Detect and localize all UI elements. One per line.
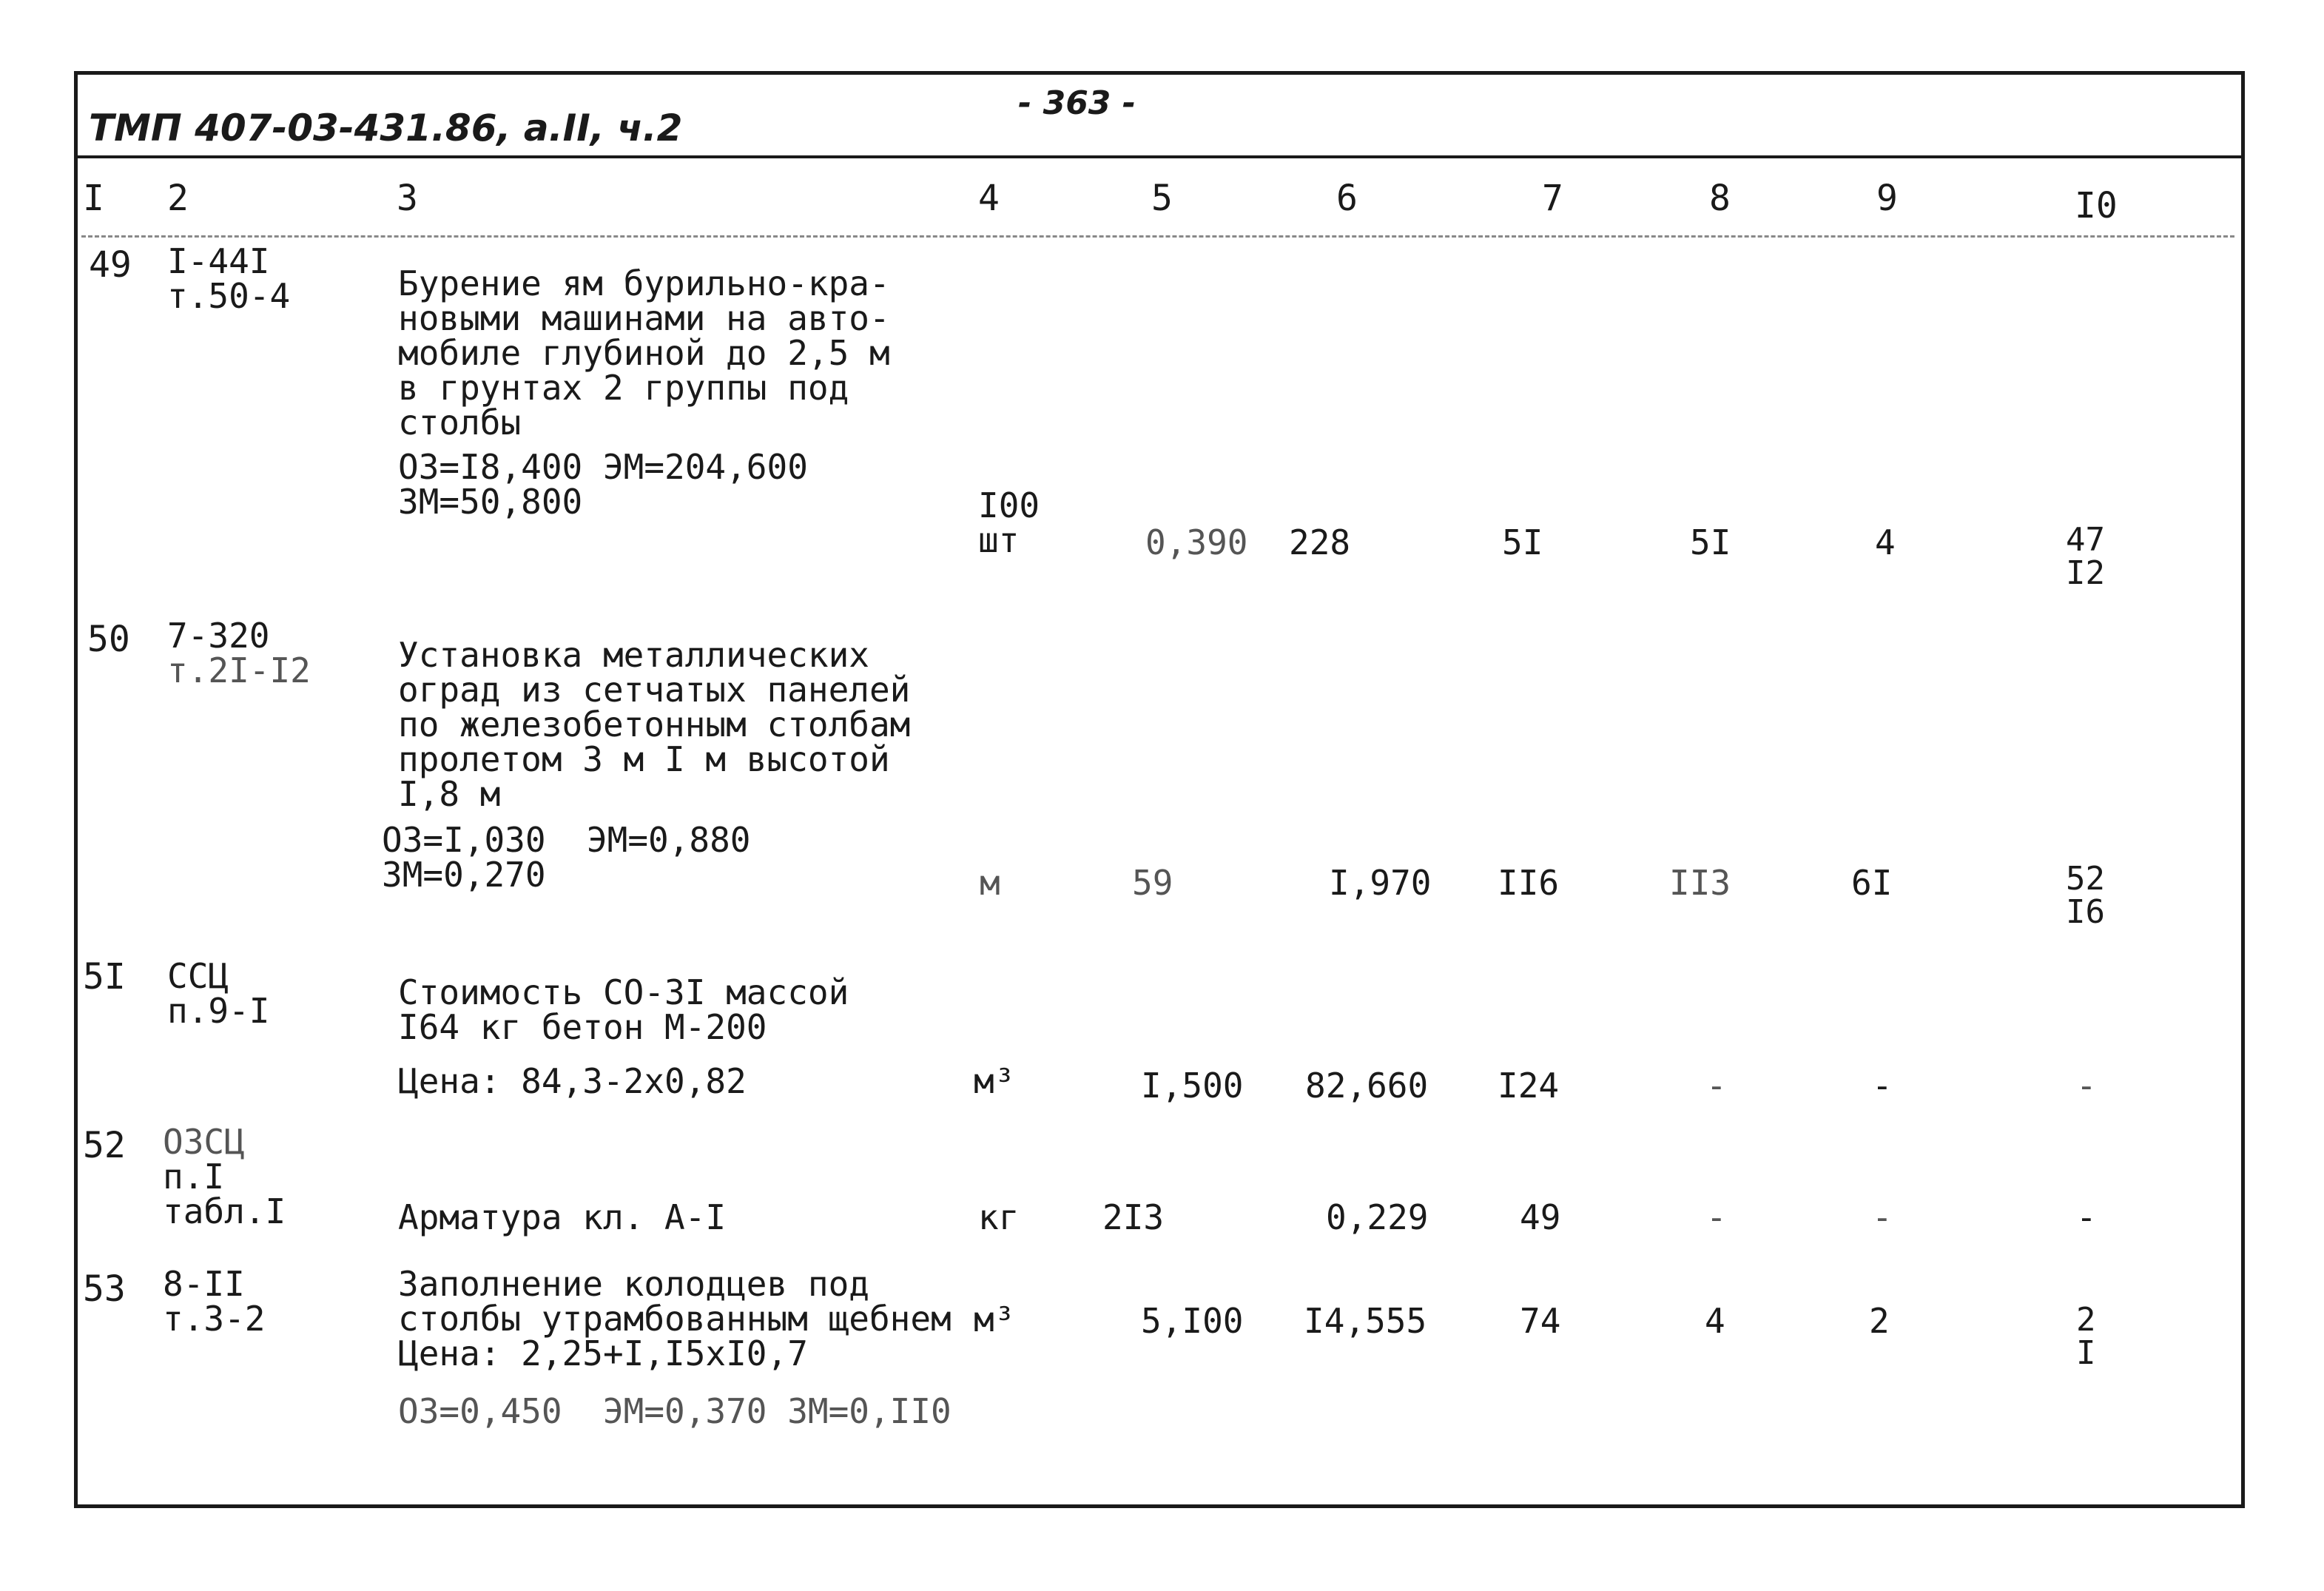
norm-reference: ССЦ п.9-I: [167, 956, 270, 1031]
unit: кг: [978, 1197, 1020, 1237]
page-number: - 363 -: [1018, 84, 1136, 122]
work-description: Установка металлических оград из сетчатых панелей по железобетонным столбам пролетом 3 м I м высотой I,8 м: [398, 635, 911, 814]
col8-value: II3: [1669, 863, 1731, 903]
row-number: 50: [87, 619, 130, 660]
column-header-rule: [81, 235, 2234, 238]
document-code: ТМП 407-03-431.86, а.II, ч.2: [89, 107, 683, 149]
col7-value: II6: [1498, 863, 1560, 903]
col10-value: -: [2076, 1066, 2097, 1106]
row-number: 5I: [83, 956, 126, 998]
unit-price: 228: [1289, 522, 1351, 562]
quantity: 0,390: [1145, 522, 1248, 562]
unit-price: I4,555: [1304, 1301, 1427, 1341]
col-header-4: 4: [978, 178, 1000, 219]
unit: м: [980, 863, 1000, 903]
quantity: 59: [1132, 863, 1173, 903]
col7-value: 74: [1520, 1301, 1561, 1341]
cost-formula: ОЗ=I,030 ЭМ=0,880 ЗМ=0,270: [382, 820, 751, 895]
unit: м³: [974, 1299, 1015, 1339]
unit: I00 шт: [978, 485, 1040, 560]
norm-reference: 8-II т.3-2: [163, 1264, 266, 1339]
work-description: Бурение ям бурильно-кра- новыми машинами на авто- мобиле глубиной до 2,5 м в грунтах 2 группы под столбы: [398, 263, 890, 443]
norm-reference: I-44I т.50-4: [167, 241, 291, 316]
col7-value: 5I: [1502, 522, 1543, 562]
col9-value: 2: [1869, 1301, 1890, 1341]
norm-reference: ОЗСЦ п.I табл.I: [163, 1122, 286, 1231]
col-header-6: 6: [1336, 178, 1358, 219]
row-number: 49: [89, 244, 132, 286]
row-number: 52: [83, 1125, 126, 1166]
col9-value: 4: [1875, 522, 1896, 562]
quantity: 5,I00: [1141, 1301, 1244, 1341]
col7-value: 49: [1520, 1197, 1561, 1237]
cost-formula: ОЗ=I8,400 ЭМ=204,600 ЗМ=50,800: [398, 447, 808, 522]
work-description: Заполнение колодцев под столбы утрамбованным щебнем Цена: 2,25+I,I5хI0,7: [398, 1264, 952, 1373]
col-header-3: 3: [397, 178, 418, 219]
quantity: 2I3: [1102, 1197, 1165, 1237]
col-header-10: I0: [2075, 185, 2118, 226]
col-header-2: 2: [167, 178, 189, 219]
col9-value: -: [1872, 1066, 1893, 1106]
col-header-9: 9: [1876, 178, 1898, 219]
unit-price: I,970: [1329, 863, 1432, 903]
col10-value: -: [2076, 1197, 2097, 1237]
norm-reference: 7-320 т.2I-I2: [167, 616, 311, 690]
cost-formula: Цена: 84,3-2х0,82: [398, 1061, 747, 1101]
quantity: I,500: [1141, 1066, 1244, 1106]
col-header-8: 8: [1709, 178, 1731, 219]
col8-value: 5I: [1690, 522, 1731, 562]
unit-price: 0,229: [1326, 1197, 1429, 1237]
col9-value: -: [1872, 1197, 1893, 1237]
col-header-1: I: [83, 178, 104, 219]
col-header-5: 5: [1151, 178, 1173, 219]
work-description: Арматура кл. А-I: [398, 1197, 727, 1237]
work-description: Стоимость СО-3I массой I64 кг бетон М-200: [398, 972, 849, 1047]
col8-value: -: [1706, 1197, 1727, 1237]
col10-value: 52 I6: [2066, 860, 2105, 931]
unit: м³: [974, 1061, 1015, 1101]
col8-value: -: [1706, 1066, 1727, 1106]
col10-value: 47 I2: [2066, 521, 2105, 592]
col8-value: 4: [1705, 1301, 1725, 1341]
col7-value: I24: [1498, 1066, 1560, 1106]
cost-formula: ОЗ=0,450 ЭМ=0,370 ЗМ=0,II0: [398, 1391, 952, 1431]
header-rule: [74, 155, 2245, 158]
col9-value: 6I: [1851, 863, 1893, 903]
unit-price: 82,660: [1305, 1066, 1429, 1106]
col10-value: 2 I: [2076, 1301, 2096, 1372]
row-number: 53: [83, 1268, 126, 1310]
col-header-7: 7: [1542, 178, 1563, 219]
